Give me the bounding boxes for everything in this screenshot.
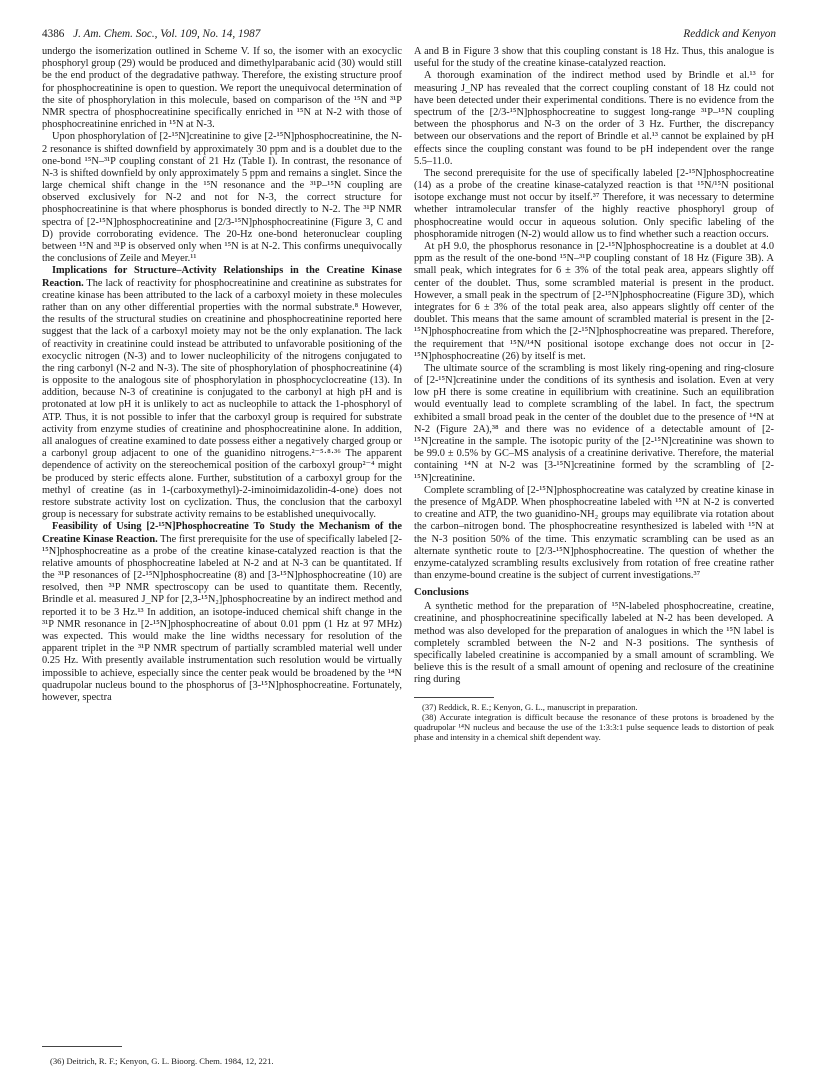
running-header [42,26,776,42]
footnote-37: (37) Reddick, R. E.; Kenyon, G. L., manuscript in preparation. [422,701,638,712]
right-column [414,46,774,1046]
left-paragraph-2: Upon phosphorylation of [2-¹⁵N]creatinine to give [2-¹⁵N]phosphocreatinine, the N-2 resonance is shifted downfield by approximately 30 ppm and is a doublet due to the one-bond ¹⁵N–³¹P coupling constant of 21 Hz (Table I). In contrast, the resonance of N-3 is shifted downfield by only approximately 5 ppm and remains a singlet. Since the large chemical shift change in the ¹⁵N resonance and the ³¹P–¹⁵N coupling are observed exclusively for N-2 and not for N-3, the correct structure for phosphocreatinine is that where phosphorus is bonded directly to N-2. The ³¹P NMR spectra of [2-¹⁵N]phosphocreatinine and [2/3-¹⁵N]phosphocreatinine (Figure 3, C and D) provide corroborating evidence. The 20-Hz one-bond heteronuclear coupling between ¹⁵N and ³¹P is observed only when ¹⁵N is at N-2. This confirms unequivocally the conclusions of Zeile and Meyer.¹¹ [42,131,402,265]
footnote-rule-left [42,1046,122,1047]
header-left [42,26,260,42]
section-heading-structure-activity: Implications for Structure–Activity Relationships in the Creatine Kinase Reaction. [42,265,402,289]
journal-citation: J. Am. Chem. Soc., Vol. 109, No. 14, 1987 [73,28,261,40]
section-heading-feasibility: Feasibility of Using [2-¹⁵N]Phosphocreatine To Study the Mechanism of the Creatine Kinase Reaction. [42,521,402,545]
header-authors: Reddick and Kenyon [683,28,776,40]
page-number: 4386 [42,28,65,40]
left-paragraph-1: undergo the isomerization outlined in Scheme V. If so, the isomer with an exocyclic phosphoryl group (29) would be produced and dimethylparabanic acid (30) would still be the end product of the degradative pathway. Therefore, the existing structure proof for phosphocreatinine is open to question. We report the unequivocal determination of the site of phosphorylation in this molecule, based on comparison of the ¹⁵N and ³¹P NMR spectra of phosphocreatinine specifically enriched in ¹⁵N at N-2 with those of phosphocreatinine enriched in ¹⁵N at N-3. [42,46,402,131]
right-paragraph-3: The second prerequisite for the use of specifically labeled [2-¹⁵N]phosphocreatine (14) as a probe of the creatine kinase-catalyzed reaction is that ¹⁵N/¹⁵N positional isotope exchange must not occur by itself.³⁷ Therefore, it was necessary to determine whether intramolecular transfer of the highly reactive phosphoryl group of phosphocreatine would occur in aqueous solution. Only specific labeling of the phosphoramide nitrogen (N-2) would allow us to find whether such a reaction occurs. [414,167,774,240]
right-paragraph-4: At pH 9.0, the phosphorus resonance in [2-¹⁵N]phosphocreatine is a doublet at 4.0 ppm as the result of the one-bond ¹⁵N–³¹P coupling constant of 18 Hz (Figure 3B). A small peak, which integrates for 6 ± 3% of the total peak area, appears slightly off center of the doublet. Thus, some scrambled material is present in the product. However, a small peak in the spectrum of [2-¹⁵N]phosphocreatine (Figure 3D), which integrates for 6 ± 3% of the total peak area, also appears slightly off center of the doublet. This means that the same amount of scrambled material is present in the [2-¹⁵N]phosphocreatine from which the [2-¹⁵N]phosphocreatine was prepared. Therefore, the requirement that ¹⁵N/¹⁴N positional isotope exchange does not occur in [2-¹⁵N]phosphocreatine (26) by itself is met. [414,241,774,362]
left-paragraph-3 [42,265,402,521]
right-paragraph-5: The ultimate source of the scrambling is most likely ring-opening and ring-closure of [2-¹⁵N]creatinine under the conditions of its synthesis and isolation. Even at very low pH there is some creatine in equilibrium with creatinine. Such an equilibration would eventually lead to complete scrambling of the label. In fact, the spectrum exhibited a small broad peak in the center of the doublet due to the presence of ¹⁴N at N-2 (Figure 2A),³⁸ and there was no evidence of a detectable amount of [2-¹⁵N]creatine in the sample. The isotopic purity of the [2-¹⁵N]creatinine was shown to be 99.0 ± 0.5% by GC–MS analysis of a creatinine derivative. Therefore, the material containing ¹⁴N at N-2 was [3-¹⁵N]creatinine formed by the scrambling of [2-¹⁵N]creatinine. [414,362,774,484]
left-paragraph-3-body: The lack of reactivity for phosphocreatinine and creatinine as substrates for creatine kinase has been attributed to the lack of a carboxyl moiety in these molecules rather than on any other differential properties with the normal substrate.⁸ However, the results of the structural studies on creatinine and phosphocreatinine reported here suggest that the lack of a carboxyl moiety may not be the only explanation. The lack of reactivity in creatinine could instead be attributed to unfavorable positioning of the exocyclic nitrogen (N-3) and to lower nucleophilicity of the nitrogens conjugated to the ring carbonyl (N-2 and N-3). The site of phosphorylation of phosphocreatinine (4) is opposite to the analogous site of phosphorylation in phosphocyclocreatine (13). In addition, because N-3 of creatinine is conjugated to the carbonyl at high pH and is protonated at low pH it is unlikely to act as nucleophile to attack the 1-phosphoryl of ATP. Thus, it is not possible to infer that the carboxyl group is required for substrate activity from enzyme studies of creatinine and phosphocreatinine alone. In addition, all analogues of creatine examined to date possess either a negatively charged group or a carbonyl group adjacent to one of the guanidino nitrogens.²⁻⁵·⁸·³⁶ The apparent dependence of activity on the stereochemical position of the carboxyl group²⁻⁴ might be produced by steric effects alone. Further, substitution of a carboxyl group for the methyl of creatine (as in 1-(carboxymethyl)-2-iminoimidazolidin-4-one) does not restore substrate activity lost on cyclization. Thus, the conclusion that the carboxyl group is necessary for substrate activity remains to be established unequivocally. [42,277,402,521]
right-paragraph-6: Complete scrambling of [2-¹⁵N]phosphocreatine was catalyzed by creatine kinase in the presence of MgADP. When phosphocreatine labeled with ¹⁵N at N-2 is converted to creatine and ATP, the two guanidino-NH₂ groups may equilibrate via rotation about the carbon–nitrogen bond. The phosphocreatine resynthesized is labeled with ¹⁵N at the N-3 position 50% of the time. This enzymatic scrambling can be used as an alternate synthetic route to [2/3-¹⁵N]phosphocreatine. The question of whether the enzyme-catalyzed scrambling results exclusively from rotation of free creatine rather than enzyme-bound creatine is the subject of current investigations.³⁷ [414,484,774,582]
left-paragraph-4-body: The first prerequisite for the use of specifically labeled [2-¹⁵N]phosphocreatine as a probe of the creatine kinase-catalyzed reaction is that the relative amounts of phosphocreatine labeled at N-2 and at N-3 can be quantitated. If the ³¹P resonances of [2-¹⁵N]phosphocreatine (8) and [3-¹⁵N]phosphocreatine (10) are resolved, then ³¹P NMR spectroscopy can be used to quantitate them. Recently, Brindle et al. measured J_NP for [2,3-¹⁵N₂]phosphocreatine by an indirect method and reported it to be 3 Hz.¹³ In addition, an isotope-induced chemical shift change in the ³¹P NMR resonance in [2-¹⁵N]phosphocreatine of about 0.01 ppm (1 Hz at 97 MHz) was expected. This would make the line widths necessary for resolution of the apparent triplet in the ³¹P NMR spectrum of partially scrambled material well under 0.25 Hz. With presently available instrumentation such resolution would be virtually impossible to achieve, especially since the center peak would be broadened by the ¹⁴N quadrupolar nucleus bound to the phosphorus of [3-¹⁵N]phosphocreatine. Fortunately, however, spectra [42,533,402,703]
conclusions-paragraph: A synthetic method for the preparation of ¹⁵N-labeled phosphocreatine, creatine, creatinine, and phosphocreatinine specifically labeled at N-2 has been developed. A method was also developed for the preparation of analogues in which the ¹⁵N label is completely scrambled between the N-2 and N-3 positions. The synthesis of specifically labeled creatinine is accompanied by a small amount of scrambling. We believe this is the result of a small amount of opening and reclosure of the creatinine ring during [414,601,774,686]
left-footnotes [42,1036,402,1074]
left-paragraph-4 [42,521,402,704]
right-paragraph-2: A thorough examination of the indirect method used by Brindle et al.¹³ for measuring J_NP has revealed that the correct coupling constant of 18 Hz could not have been detected under their experimental conditions. There is no evidence from the spectrum of the [2/3-¹⁵N]phosphocreatine to suggest long-range ³¹P–¹⁵N coupling between the phosphorus and N-3 on the order of 3 Hz. Further, the discrepancy between our observations and the report of Brindle et al.¹³ cannot be explained by pH effects since the coupling constant was found to be pH independent over the range 5.5–11.0. [414,70,774,167]
footnote-38: (38) Accurate integration is difficult because the resonance of these protons is broadened by the quadrupolar ¹⁴N nucleus and because the use of the 1:3:3:1 pulse sequence leads to distortion of peak phase and intensity in a chemical shift dependent way. [414,711,774,742]
conclusions-heading: Conclusions [414,587,469,599]
left-column [42,46,402,1046]
right-paragraph-1: A and B in Figure 3 show that this coupling constant is 18 Hz. Thus, this analogue is useful for the study of the creatine kinase-catalyzed reaction. [414,46,774,70]
footnote-rule-right [414,697,494,698]
footnote-36: (36) Deitrich, R. F.; Kenyon, G. L. Bioorg. Chem. 1984, 12, 221. [50,1055,274,1066]
